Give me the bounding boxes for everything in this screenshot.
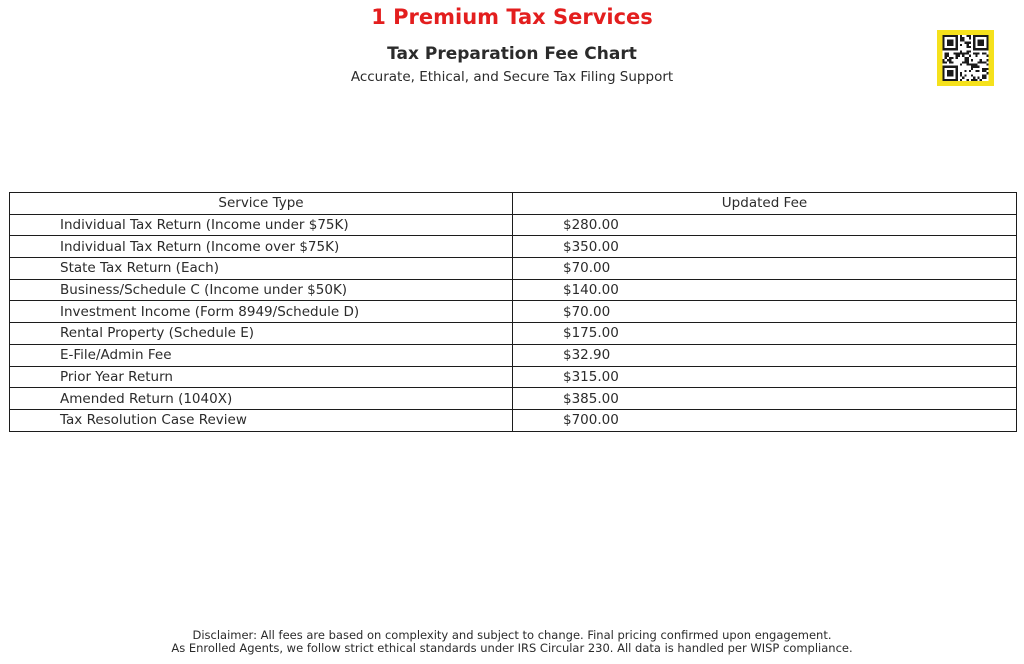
qr-module [982,74,984,76]
fee-cell: $32.90 [513,344,1017,366]
qr-module [956,72,958,74]
qr-module [982,44,984,46]
qr-module [947,70,949,72]
column-header-fee: Updated Fee [513,193,1017,215]
service-cell: Business/Schedule C (Income under $50K) [10,279,513,301]
qr-module [986,44,988,46]
qr-module [978,44,980,46]
qr-module [947,44,949,46]
table-row [10,366,1017,388]
qr-module [973,79,975,81]
qr-module [982,68,984,70]
qr-module [949,35,951,37]
qr-module [962,55,964,57]
qr-module [956,46,958,48]
qr-module [986,55,988,57]
qr-module [949,79,951,81]
qr-module [969,35,971,37]
qr-module [964,42,966,44]
qr-module [975,35,977,37]
qr-module [958,53,960,55]
qr-module [951,72,953,74]
qr-module [973,77,975,79]
qr-module [951,44,953,46]
qr-module [953,53,955,55]
qr-module [949,72,951,74]
qr-module [943,37,945,39]
qr-module [960,37,962,39]
qr-module [962,37,964,39]
qr-module [956,77,958,79]
qr-module [951,61,953,63]
qr-module [984,68,986,70]
qr-module [967,57,969,59]
qr-module [969,50,971,52]
disclaimer [0,629,1024,655]
qr-module [975,48,977,50]
qr-module [967,50,969,52]
qr-module [960,39,962,41]
qr-module [960,44,962,46]
qr-module [978,42,980,44]
qr-module [967,59,969,61]
service-cell: Rental Property (Schedule E) [10,323,513,345]
qr-module [971,59,973,61]
qr-module [943,72,945,74]
qr-module [986,42,988,44]
fee-cell: $175.00 [513,323,1017,345]
qr-module [978,70,980,72]
qr-module [956,35,958,37]
qr-module [947,66,949,68]
qr-module [984,35,986,37]
qr-module [982,70,984,72]
qr-module [943,74,945,76]
table-row [10,279,1017,301]
qr-module [951,74,953,76]
qr-module [964,59,966,61]
qr-module [949,70,951,72]
service-cell: Individual Tax Return (Income over $75K) [10,236,513,258]
table-row [10,323,1017,345]
qr-module [947,48,949,50]
qr-module [971,79,973,81]
qr-module [958,55,960,57]
qr-module [949,61,951,63]
qr-module [969,37,971,39]
qr-module [986,63,988,65]
qr-module [956,48,958,50]
qr-module [943,59,945,61]
qr-module [982,42,984,44]
qr-module [982,48,984,50]
qr-module [945,79,947,81]
qr-module [943,35,945,37]
qr-module [960,63,962,65]
qr-module [949,39,951,41]
qr-module [975,55,977,57]
qr-module [947,59,949,61]
qr-module [960,35,962,37]
table-row [10,214,1017,236]
qr-module [978,48,980,50]
qr-module [982,61,984,63]
qr-module [984,53,986,55]
qr-module [980,42,982,44]
qr-module [984,77,986,79]
qr-module [975,70,977,72]
qr-module [960,72,962,74]
qr-module [973,42,975,44]
qr-module [951,66,953,68]
qr-module [984,70,986,72]
qr-module [971,74,973,76]
qr-module [945,48,947,50]
table-row [10,344,1017,366]
qr-module [975,79,977,81]
qr-module [945,61,947,63]
qr-module [943,42,945,44]
qr-module [956,44,958,46]
fee-cell: $70.00 [513,258,1017,280]
qr-module [951,48,953,50]
qr-module [943,39,945,41]
qr-module [969,46,971,48]
qr-module [973,35,975,37]
qr-module [960,50,962,52]
table-row [10,236,1017,258]
qr-module [956,53,958,55]
qr-module [949,74,951,76]
qr-module [945,35,947,37]
qr-module [971,66,973,68]
qr-module [945,57,947,59]
fee-cell: $280.00 [513,214,1017,236]
qr-module [978,53,980,55]
qr-module [980,35,982,37]
qr-module [986,72,988,74]
qr-module [951,79,953,81]
qr-module [980,44,982,46]
qr-module [943,46,945,48]
qr-module [945,66,947,68]
fee-cell: $700.00 [513,409,1017,431]
qr-module [962,61,964,63]
qr-module [980,48,982,50]
qr-module [967,63,969,65]
service-cell: E-File/Admin Fee [10,344,513,366]
qr-module [973,44,975,46]
qr-module [986,39,988,41]
qr-module [953,79,955,81]
qr-module [956,79,958,81]
qr-module [964,57,966,59]
qr-module [967,35,969,37]
disclaimer-line-2: As Enrolled Agents, we follow strict ethical standards under IRS Circular 230. All data is handled per WISP compliance. [171,641,853,655]
qr-module [956,70,958,72]
qr-module [973,39,975,41]
qr-module [951,42,953,44]
qr-module [978,39,980,41]
qr-module [986,35,988,37]
qr-module [956,66,958,68]
table-row [10,301,1017,323]
table-header-row [10,193,1017,215]
qr-module [980,39,982,41]
qr-module [975,66,977,68]
qr-module [969,63,971,65]
service-cell: Prior Year Return [10,366,513,388]
qr-module [947,79,949,81]
qr-module [962,53,964,55]
qr-module [943,77,945,79]
qr-module [967,46,969,48]
qr-module [967,44,969,46]
qr-module [947,55,949,57]
qr-module [973,66,975,68]
qr-module [947,39,949,41]
qr-module [943,61,945,63]
service-cell: Tax Resolution Case Review [10,409,513,431]
qr-code-icon[interactable] [937,30,994,86]
qr-module [967,42,969,44]
qr-module [986,68,988,70]
qr-module [962,77,964,79]
fee-cell: $350.00 [513,236,1017,258]
qr-module [947,74,949,76]
fee-cell: $385.00 [513,388,1017,410]
qr-module [964,53,966,55]
qr-module [951,57,953,59]
qr-module [986,37,988,39]
qr-module [986,59,988,61]
brand-name: 1 Premium Tax Services [371,5,653,29]
qr-module [986,46,988,48]
qr-module [967,79,969,81]
qr-module [951,35,953,37]
qr-module [964,70,966,72]
fee-cell: $140.00 [513,279,1017,301]
qr-module [947,42,949,44]
qr-module [973,37,975,39]
qr-module [943,66,945,68]
qr-module [975,63,977,65]
qr-module [964,74,966,76]
qr-module [949,44,951,46]
qr-module [943,48,945,50]
qr-module [943,68,945,70]
table-row [10,409,1017,431]
qr-module [969,55,971,57]
qr-module [980,61,982,63]
qr-module [949,66,951,68]
qr-module [986,48,988,50]
qr-module [956,37,958,39]
qr-module [978,66,980,68]
qr-module [982,77,984,79]
qr-module [951,70,953,72]
qr-module [980,79,982,81]
qr-module [949,57,951,59]
qr-module [971,68,973,70]
service-cell: State Tax Return (Each) [10,258,513,280]
qr-module [962,39,964,41]
qr-module [969,42,971,44]
column-header-service: Service Type [10,193,513,215]
qr-module [984,48,986,50]
qr-module [984,61,986,63]
fee-cell: $315.00 [513,366,1017,388]
qr-module [973,46,975,48]
qr-module [947,72,949,74]
qr-module [951,39,953,41]
qr-module [973,63,975,65]
qr-module [956,68,958,70]
qr-module [956,74,958,76]
qr-module [975,53,977,55]
qr-module [960,74,962,76]
service-cell: Individual Tax Return (Income under $75K) [10,214,513,236]
qr-module [956,55,958,57]
qr-module [973,53,975,55]
qr-module [953,48,955,50]
fee-cell: $70.00 [513,301,1017,323]
qr-module [978,35,980,37]
qr-module [964,61,966,63]
qr-module [984,74,986,76]
table-row [10,388,1017,410]
disclaimer-line-1: Disclaimer: All fees are based on complexity and subject to change. Final pricing confirmed upon engagement. [192,628,832,642]
qr-module [978,61,980,63]
qr-module [945,53,947,55]
qr-module [960,53,962,55]
qr-module [947,35,949,37]
qr-module [967,61,969,63]
qr-module [982,53,984,55]
qr-module [982,35,984,37]
qr-module [953,66,955,68]
qr-module [960,79,962,81]
qr-module [943,44,945,46]
qr-module [982,39,984,41]
qr-module [956,39,958,41]
qr-module [956,57,958,59]
service-cell: Amended Return (1040X) [10,388,513,410]
qr-module [978,77,980,79]
qr-module [956,42,958,44]
qr-module [973,48,975,50]
page-subtitle: Accurate, Ethical, and Secure Tax Filing Support [350,69,674,85]
qr-module [980,59,982,61]
qr-module [945,55,947,57]
qr-module [947,53,949,55]
qr-code-graphic [942,35,989,81]
qr-module [971,63,973,65]
qr-module [949,48,951,50]
qr-module [967,53,969,55]
service-cell: Investment Income (Form 8949/Schedule D) [10,301,513,323]
qr-module [943,70,945,72]
qr-module [953,35,955,37]
page-title: Tax Preparation Fee Chart [387,44,637,64]
qr-module [949,42,951,44]
table-row [10,258,1017,280]
qr-module [969,70,971,72]
qr-module [943,79,945,81]
fee-table [9,192,1017,432]
qr-module [949,59,951,61]
